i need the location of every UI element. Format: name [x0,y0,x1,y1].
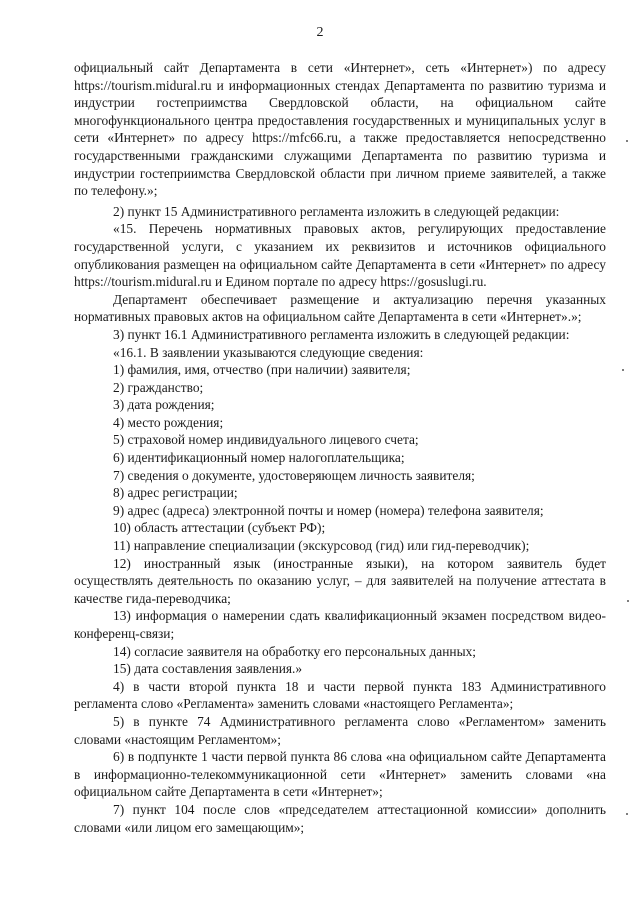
scan-speck [627,600,629,602]
list-item: 10) область аттестации (субъект РФ); [113,520,326,536]
item-2-paragraph-15: «15. Перечень нормативных правовых актов, регулирующих предоставление государственной услуги, с указанием их реквизитов и источников официального опубликования размещен на официальном сайте Департамента в сети «Интернет» по адресу https://tourism.midural.ru и Едином портале по адресу https://gosuslugi.ru. [74,221,606,290]
scan-speck [626,140,628,142]
item-2-intro: 2) пункт 15 Административного регламента изложить в следующей редакции: [113,203,560,219]
list-item: 2) гражданство; [113,379,204,395]
scan-speck [626,813,628,815]
item-3-lead: «16.1. В заявлении указываются следующие сведения: [113,344,424,360]
item-7: 7) пункт 104 после слов «председателем аттестационной комиссии» дополнить словами «или лицом его замещающим»; [74,801,606,835]
list-item: 13) информация о намерении сдать квалификационный экзамен посредством видео-конференц-связи; [74,608,606,641]
item-4: 4) в части второй пункта 18 и части первой пункта 183 Административного регламента слово «Регламента» заменить словами «настоящего Регламента»; [74,678,606,712]
item-5: 5) в пункте 74 Административного регламента слово «Регламентом» заменить словами «настоящим Регламентом»; [74,713,606,747]
item-2-paragraph-publication: Департамент обеспечивает размещение и актуализацию перечня указанных нормативных правовых актов на официальном сайте Департамента в сети «Интернет».»; [74,291,606,325]
list-item: 4) место рождения; [113,414,224,430]
document-body [74,59,606,836]
continuation-paragraph: официальный сайт Департамента в сети «Интернет», сеть «Интернет») по адресу https://tourism.midural.ru и информационных стендах Департамента по развитию туризма и индустрии гостеприимства Свердловской области, на официальном сайте многофункционального центра предоставления государственных и муниципальных услуг в сети «Интернет» по адресу https://mfc66.ru, а также предоставляется непосредственно государственными гражданскими служащими Департамента по развитию туризма и индустрии гостеприимства Свердловской области при личном приеме заявителей, а также по телефону.»; [74,60,606,199]
list-item: 7) сведения о документе, удостоверяющем личность заявителя; [113,467,475,483]
page-number: 2 [316,25,324,40]
item-3-intro: 3) пункт 16.1 Административного регламента изложить в следующей редакции: [113,326,570,342]
list-item: 5) страховой номер индивидуального лицевого счета; [113,432,419,448]
scan-speck [622,369,624,371]
list-item: 9) адрес (адреса) электронной почты и номер (номера) телефона заявителя; [113,502,544,518]
list-item: 6) идентификационный номер налогоплательщика; [113,450,405,466]
list-item: 14) согласие заявителя на обработку его персональных данных; [113,643,476,659]
item-6: 6) в подпункте 1 части первой пункта 86 слова «на официальном сайте Департамента в информационно-телекоммуникационной сети «Интернет» заменить словами «на официальном сайте Департамента в сети «Интернет»; [74,749,606,800]
list-item: 15) дата составления заявления.» [113,661,303,677]
list-item: 11) направление специализации (экскурсовод (гид) или гид-переводчик); [113,538,530,554]
list-item: 12) иностранный язык (иностранные языки), на котором заявитель будет осуществлять деятельность по оказанию услуг, – для заявителей на получение аттестата в качестве гида-переводчика; [74,555,606,606]
list-item: 1) фамилия, имя, отчество (при наличии) заявителя; [113,362,411,378]
list-item: 8) адрес регистрации; [113,485,238,501]
list-item: 3) дата рождения; [113,397,215,413]
